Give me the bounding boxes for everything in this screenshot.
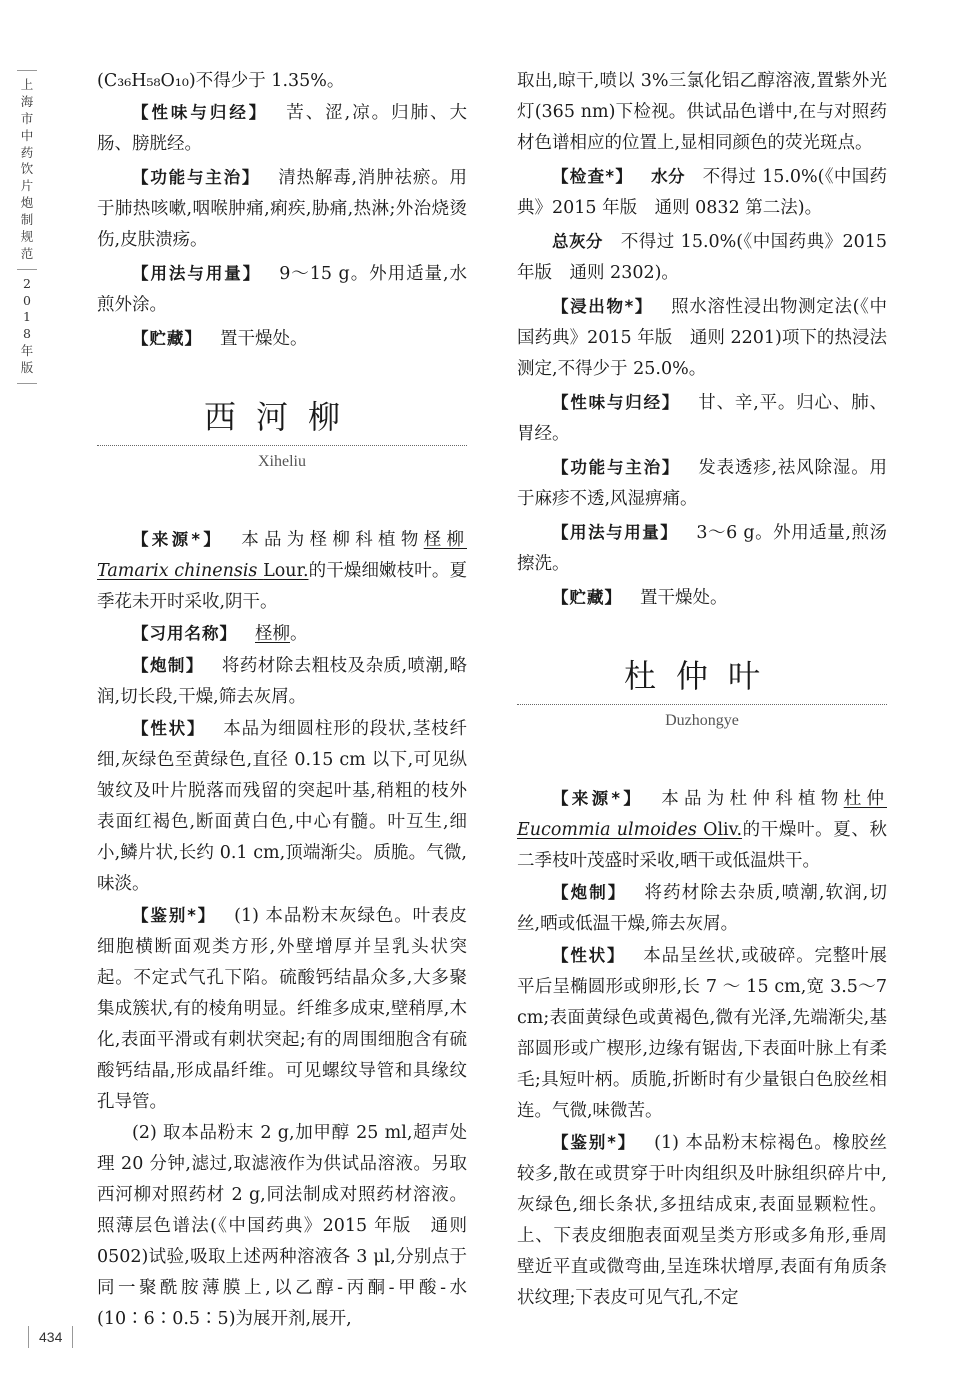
edition-year-vertical	[21, 276, 34, 377]
sidebar-rule-top	[17, 70, 37, 71]
paragraph-total-ash	[517, 226, 887, 289]
sidebar-char: 范	[20, 245, 34, 261]
author-name: Oliv.	[703, 820, 743, 840]
section-text: 的干燥叶。夏、秋二季枝叶茂盛时采收,晒干或低温烘干。	[517, 820, 887, 871]
paragraph-processing	[97, 650, 467, 713]
paragraph-source	[97, 524, 467, 618]
monograph-heading	[97, 395, 467, 474]
monograph-title: 杜仲叶	[623, 657, 780, 695]
right-column	[517, 66, 887, 1314]
section-tag: 【鉴别*】	[552, 1133, 637, 1152]
paragraph-processing	[517, 877, 887, 940]
section-tag: 【性味与归经】	[132, 103, 269, 122]
section-text: 将药材除去粗枝及杂质,喷潮,略润,切长段,干燥,筛去灰屑。	[97, 656, 468, 707]
paragraph-description	[97, 713, 467, 900]
sidebar-char: 年	[20, 343, 34, 359]
sidebar-char: 炮	[20, 195, 34, 211]
spacer	[97, 474, 467, 524]
paragraph-identification-1	[517, 1127, 887, 1314]
paragraph-common-name	[97, 618, 467, 650]
dotted-divider	[97, 445, 467, 446]
plant-name: 杜仲	[843, 789, 887, 809]
section-text: 本品为杜仲科植物	[661, 789, 844, 809]
section-text: 9～15 g。外用适量,水煎外涂。	[97, 264, 468, 315]
paragraph-storage	[97, 323, 467, 355]
section-text: (1) 本品粉末灰绿色。叶表皮细胞横断面观类方形,外壁增厚并呈乳头状突起。不定式气孔下陷。硫酸钙结晶众多,大多聚集成簇状,有的棱角明显。纤维多成束,壁稍厚,木化,表面平滑或有刺状突起;有的周围细胞含有硫酸钙结晶,形成晶纤维。可见螺纹导管和具缘纹孔导管。	[97, 906, 467, 1112]
section-text: 置干燥处。	[640, 588, 728, 608]
paragraph-identification-2: (2) 取本品粉末 2 g,加甲醇 25 ml,超声处理 20 分钟,滤过,取滤液作为供试品溶液。另取西河柳对照药材 2 g,同法制成对照药材溶液。照薄层色谱法(《中国药典》2015 年版 通则 0502)试验,吸取上述两种溶液各 3 μl,分别点于同一聚酰胺薄膜上,以乙醇-丙酮-甲酸-水(10∶6∶0.5∶5)为展开剂,展开,	[97, 1123, 467, 1329]
sidebar-rule-mid	[17, 269, 37, 270]
section-text: 发表透疹,祛风除湿。用于麻疹不透,风湿痹痛。	[517, 458, 888, 509]
paragraph-identification-1	[97, 900, 467, 1118]
section-text: 甘、辛,平。归心、肺、胃经。	[517, 393, 888, 444]
section-text: 3～6 g。外用适量,煎汤擦洗。	[517, 523, 887, 574]
paragraph-storage	[517, 582, 887, 614]
section-tag: 【性味与归经】	[552, 393, 681, 412]
sidebar-char: 制	[20, 212, 34, 227]
sidebar-char: 上	[20, 77, 34, 92]
running-header-sidebar	[14, 64, 40, 390]
section-tag: 【习用名称】	[132, 624, 237, 643]
section-tag: 【鉴别*】	[132, 906, 217, 925]
section-tag: 【用法与用量】	[132, 264, 262, 283]
section-text: 照水溶性浸出物测定法(《中国药典》2015 年版 通则 2201)项下的热浸法测定,不得少于 25.0%。	[517, 297, 887, 379]
sidebar-char: 片	[20, 178, 34, 194]
footer-rule-right	[72, 1326, 73, 1348]
section-text: 将药材除去杂质,喷潮,软润,切丝,晒或低温干燥,筛去灰屑。	[517, 883, 888, 934]
sidebar-char: 饮	[20, 161, 34, 177]
paragraph-function-indication	[517, 452, 887, 515]
monograph-pinyin: Duzhongye	[665, 712, 739, 729]
sidebar-char: 0	[23, 292, 31, 308]
paragraph-description	[517, 940, 887, 1127]
section-tag: 【性状】	[132, 719, 206, 738]
sidebar-char: 中	[20, 127, 34, 143]
subsection-tag: 总灰分	[552, 232, 603, 251]
section-text: 不得过 15.0%(《中国药典》2015 年版 通则 2302)。	[517, 232, 887, 283]
section-text: 清热解毒,消肿祛瘀。用于肺热咳嗽,咽喉肿痛,痢疾,胁痛,热淋;外治烧烫伤,皮肤溃疡。	[97, 168, 468, 250]
paragraph-source	[517, 783, 887, 877]
plant-name: 柽柳	[423, 530, 467, 550]
section-tag: 【性状】	[552, 946, 626, 965]
section-tag: 【贮藏】	[552, 588, 622, 607]
page-number: 434	[39, 1329, 63, 1345]
book-title-vertical	[21, 77, 34, 263]
sidebar-char: 市	[20, 110, 34, 126]
author-name: Lour.	[263, 561, 309, 581]
paragraph-content-assay-end: (C₃₆H₅₈O₁₀)不得少于 1.35%。	[97, 71, 345, 91]
section-text: 置干燥处。	[220, 329, 308, 349]
paragraph-tlc-continued: 取出,晾干,喷以 3%三氯化铝乙醇溶液,置紫外光灯(365 nm)下检视。供试品色谱中,在与对照药材色谱相应的位置上,显相同颜色的荧光斑点。	[517, 71, 887, 153]
paragraph-inspection-water	[517, 161, 887, 224]
sidebar-char: 药	[20, 144, 34, 160]
section-tag: 【检查*】	[552, 167, 634, 186]
section-text: 不得过 15.0%(《中国药典》2015 年版 通则 0832 第二法)。	[517, 167, 887, 218]
monograph-pinyin: Xiheliu	[258, 453, 306, 470]
left-column	[97, 66, 467, 1335]
footer-rule-left	[28, 1326, 29, 1348]
section-tag: 【浸出物*】	[552, 297, 654, 316]
section-tag: 【来源*】	[552, 789, 644, 808]
latin-name: Tamarix chinensis	[97, 561, 258, 581]
punctuation: 。	[290, 624, 308, 644]
paragraph-usage-dosage	[517, 517, 887, 580]
monograph-title: 西河柳	[203, 398, 360, 436]
section-text: 柽柳	[255, 624, 290, 644]
paragraph-usage-dosage	[97, 258, 467, 321]
paragraph-function-indication	[97, 162, 467, 256]
dotted-divider	[517, 704, 887, 705]
sidebar-char: 8	[23, 326, 31, 342]
latin-name: Eucommia ulmoides	[517, 820, 697, 840]
section-tag: 【炮制】	[132, 656, 204, 675]
section-tag: 【功能与主治】	[132, 168, 261, 187]
section-tag: 【来源*】	[132, 530, 224, 549]
section-tag: 【贮藏】	[132, 329, 202, 348]
sidebar-char: 版	[20, 360, 34, 375]
section-tag: 【功能与主治】	[552, 458, 681, 477]
section-text: 本品呈丝状,或破碎。完整叶展平后呈椭圆形或卵形,长 7 ～ 15 cm,宽 3.5～7 cm;表面黄绿色或黄褐色,微有光泽,先端渐尖,基部圆形或广楔形,边缘有锯齿,下表面叶脉上有柔毛;具短叶柄。质脆,折断时有少量银白色胶丝相连。气微,味微苦。	[517, 946, 888, 1121]
sidebar-rule-bottom	[17, 383, 37, 384]
section-tag: 【炮制】	[552, 883, 627, 902]
sidebar-char: 海	[20, 93, 34, 109]
sidebar-char: 2	[23, 275, 31, 291]
section-text: 本品为柽柳科植物	[241, 530, 424, 550]
section-text: (1) 本品粉末棕褐色。橡胶丝较多,散在或贯穿于叶肉组织及叶脉组织碎片中,灰绿色,细长条状,多扭结成束,表面显颗粒性。上、下表皮细胞表面观呈类方形或多角形,垂周壁近平直或微弯曲,呈连珠状增厚,表面有角质条状纹理;下表皮可见气孔,不定	[517, 1133, 887, 1308]
paragraph-nature-meridian	[97, 97, 467, 160]
page-footer	[18, 1326, 83, 1348]
paragraph-nature-meridian	[517, 387, 887, 450]
sidebar-char: 1	[23, 309, 31, 325]
section-text: 本品为细圆柱形的段状,茎枝纤细,灰绿色至黄绿色,直径 0.15 cm 以下,可见纵皱纹及叶片脱落而残留的突起叶基,稍粗的枝外表面红褐色,断面黄白色,中心有髓。叶互生,细小,鳞片状,长约 0.1 cm,顶端渐尖。质脆。气微,味淡。	[97, 719, 468, 894]
section-tag: 【用法与用量】	[552, 523, 679, 542]
paragraph-extractives	[517, 291, 887, 385]
spacer	[517, 733, 887, 783]
section-text: 苦、涩,凉。归肺、大肠、膀胱经。	[97, 103, 468, 154]
monograph-heading	[517, 654, 887, 733]
sidebar-char: 规	[20, 228, 34, 244]
section-text: 的干燥细嫩枝叶。夏季花未开时采收,阴干。	[97, 561, 467, 612]
subsection-tag: 水分	[651, 167, 685, 186]
